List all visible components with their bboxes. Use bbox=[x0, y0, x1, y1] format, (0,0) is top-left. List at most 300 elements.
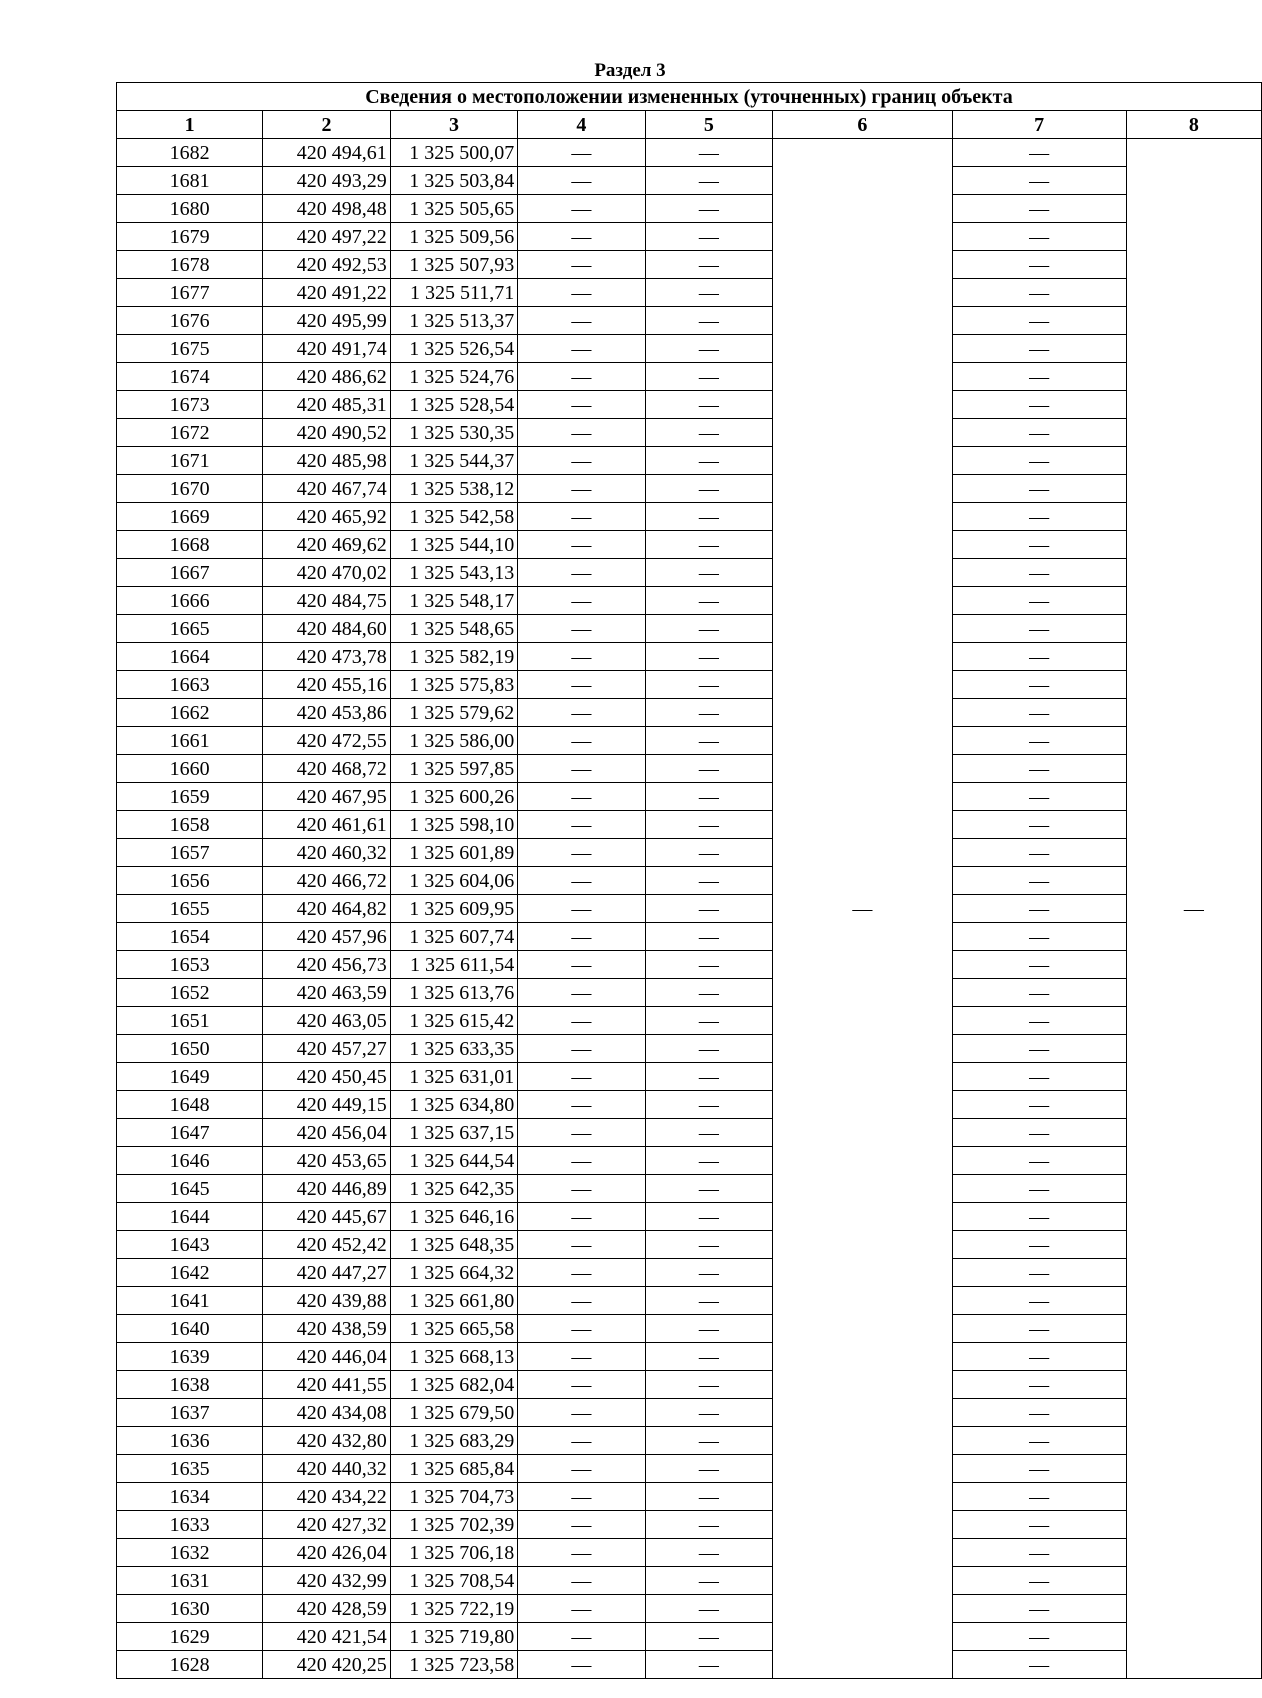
coordinate-x-cell: 420 445,67 bbox=[263, 1203, 390, 1231]
table-row bbox=[117, 279, 1262, 307]
column-4-cell: — bbox=[518, 1455, 645, 1483]
coordinate-y-cell: 1 325 528,54 bbox=[390, 391, 517, 419]
point-number-cell: 1669 bbox=[117, 503, 263, 531]
column-5-cell: — bbox=[645, 1455, 772, 1483]
table-row bbox=[117, 1427, 1262, 1455]
point-number-cell: 1647 bbox=[117, 1119, 263, 1147]
table-row bbox=[117, 587, 1262, 615]
column-7-cell: — bbox=[952, 363, 1126, 391]
column-7-cell: — bbox=[952, 979, 1126, 1007]
column-7-cell: — bbox=[952, 867, 1126, 895]
point-number-cell: 1678 bbox=[117, 251, 263, 279]
coordinate-y-cell: 1 325 685,84 bbox=[390, 1455, 517, 1483]
coordinate-x-cell: 420 449,15 bbox=[263, 1091, 390, 1119]
table-row bbox=[117, 559, 1262, 587]
column-5-cell: — bbox=[645, 559, 772, 587]
coordinate-y-cell: 1 325 503,84 bbox=[390, 167, 517, 195]
table-row bbox=[117, 783, 1262, 811]
column-4-cell: — bbox=[518, 1147, 645, 1175]
coordinate-y-cell: 1 325 543,13 bbox=[390, 559, 517, 587]
column-4-cell: — bbox=[518, 1483, 645, 1511]
column-7-cell: — bbox=[952, 1651, 1126, 1679]
column-5-cell: — bbox=[645, 587, 772, 615]
column-4-cell: — bbox=[518, 867, 645, 895]
coordinate-y-cell: 1 325 542,58 bbox=[390, 503, 517, 531]
column-5-cell: — bbox=[645, 251, 772, 279]
column-5-cell: — bbox=[645, 923, 772, 951]
point-number-cell: 1658 bbox=[117, 811, 263, 839]
coordinate-x-cell: 420 494,61 bbox=[263, 139, 390, 167]
table-row bbox=[117, 1287, 1262, 1315]
table-row bbox=[117, 531, 1262, 559]
coordinate-y-cell: 1 325 682,04 bbox=[390, 1371, 517, 1399]
column-5-cell: — bbox=[645, 615, 772, 643]
point-number-cell: 1672 bbox=[117, 419, 263, 447]
column-7-cell: — bbox=[952, 1203, 1126, 1231]
column-5-cell: — bbox=[645, 1035, 772, 1063]
table-row bbox=[117, 1371, 1262, 1399]
column-7-cell: — bbox=[952, 1399, 1126, 1427]
coordinate-y-cell: 1 325 633,35 bbox=[390, 1035, 517, 1063]
column-5-cell: — bbox=[645, 1007, 772, 1035]
column-4-cell: — bbox=[518, 979, 645, 1007]
column-4-cell: — bbox=[518, 615, 645, 643]
point-number-cell: 1664 bbox=[117, 643, 263, 671]
coordinate-x-cell: 420 441,55 bbox=[263, 1371, 390, 1399]
section-title: Раздел 3 bbox=[594, 60, 666, 81]
coordinate-y-cell: 1 325 513,37 bbox=[390, 307, 517, 335]
coordinate-y-cell: 1 325 722,19 bbox=[390, 1595, 517, 1623]
coordinate-y-cell: 1 325 637,15 bbox=[390, 1119, 517, 1147]
point-number-cell: 1674 bbox=[117, 363, 263, 391]
column-7-cell: — bbox=[952, 615, 1126, 643]
column-7-cell: — bbox=[952, 1119, 1126, 1147]
column-4-cell: — bbox=[518, 839, 645, 867]
coordinate-x-cell: 420 428,59 bbox=[263, 1595, 390, 1623]
column-5-cell: — bbox=[645, 1483, 772, 1511]
column-header-7: 7 bbox=[952, 111, 1126, 139]
column-4-cell: — bbox=[518, 279, 645, 307]
column-5-cell: — bbox=[645, 391, 772, 419]
column-5-cell: — bbox=[645, 839, 772, 867]
coordinate-x-cell: 420 466,72 bbox=[263, 867, 390, 895]
coordinate-y-cell: 1 325 723,58 bbox=[390, 1651, 517, 1679]
point-number-cell: 1676 bbox=[117, 307, 263, 335]
column-5-cell: — bbox=[645, 335, 772, 363]
column-7-cell: — bbox=[952, 895, 1126, 923]
coordinate-y-cell: 1 325 601,89 bbox=[390, 839, 517, 867]
coordinate-y-cell: 1 325 719,80 bbox=[390, 1623, 517, 1651]
coordinate-y-cell: 1 325 524,76 bbox=[390, 363, 517, 391]
column-header-8: 8 bbox=[1126, 111, 1261, 139]
coordinate-x-cell: 420 493,29 bbox=[263, 167, 390, 195]
table-row bbox=[117, 419, 1262, 447]
coordinate-y-cell: 1 325 511,71 bbox=[390, 279, 517, 307]
table-row bbox=[117, 447, 1262, 475]
coordinate-y-cell: 1 325 683,29 bbox=[390, 1427, 517, 1455]
coordinate-y-cell: 1 325 604,06 bbox=[390, 867, 517, 895]
column-7-cell: — bbox=[952, 475, 1126, 503]
coordinate-y-cell: 1 325 661,80 bbox=[390, 1287, 517, 1315]
column-4-cell: — bbox=[518, 1091, 645, 1119]
table-row bbox=[117, 1315, 1262, 1343]
column-5-cell: — bbox=[645, 951, 772, 979]
coordinate-x-cell: 420 421,54 bbox=[263, 1623, 390, 1651]
column-4-cell: — bbox=[518, 419, 645, 447]
column-5-cell: — bbox=[645, 1231, 772, 1259]
column-4-cell: — bbox=[518, 923, 645, 951]
coordinate-y-cell: 1 325 507,93 bbox=[390, 251, 517, 279]
column-header-5: 5 bbox=[645, 111, 772, 139]
column-5-cell: — bbox=[645, 307, 772, 335]
point-number-cell: 1650 bbox=[117, 1035, 263, 1063]
column-7-cell: — bbox=[952, 447, 1126, 475]
column-4-cell: — bbox=[518, 1203, 645, 1231]
point-number-cell: 1657 bbox=[117, 839, 263, 867]
column-4-cell: — bbox=[518, 783, 645, 811]
column-4-cell: — bbox=[518, 895, 645, 923]
column-7-cell: — bbox=[952, 559, 1126, 587]
coordinate-y-cell: 1 325 530,35 bbox=[390, 419, 517, 447]
column-5-cell: — bbox=[645, 811, 772, 839]
table-row bbox=[117, 1539, 1262, 1567]
table-row bbox=[117, 1595, 1262, 1623]
column-7-cell: — bbox=[952, 279, 1126, 307]
column-4-cell: — bbox=[518, 447, 645, 475]
column-7-cell: — bbox=[952, 811, 1126, 839]
table-row bbox=[117, 615, 1262, 643]
column-5-cell: — bbox=[645, 503, 772, 531]
coordinate-x-cell: 420 426,04 bbox=[263, 1539, 390, 1567]
table-row bbox=[117, 643, 1262, 671]
table-row bbox=[117, 1343, 1262, 1371]
table-row bbox=[117, 335, 1262, 363]
table-row bbox=[117, 503, 1262, 531]
column-5-cell: — bbox=[645, 1175, 772, 1203]
point-number-cell: 1671 bbox=[117, 447, 263, 475]
coordinate-x-cell: 420 498,48 bbox=[263, 195, 390, 223]
column-7-cell: — bbox=[952, 671, 1126, 699]
column-7-cell: — bbox=[952, 1539, 1126, 1567]
point-number-cell: 1638 bbox=[117, 1371, 263, 1399]
column-5-cell: — bbox=[645, 167, 772, 195]
coordinate-x-cell: 420 464,82 bbox=[263, 895, 390, 923]
column-5-cell: — bbox=[645, 447, 772, 475]
coordinate-x-cell: 420 452,42 bbox=[263, 1231, 390, 1259]
column-4-cell: — bbox=[518, 699, 645, 727]
column-7-cell: — bbox=[952, 755, 1126, 783]
point-number-cell: 1635 bbox=[117, 1455, 263, 1483]
point-number-cell: 1637 bbox=[117, 1399, 263, 1427]
point-number-cell: 1646 bbox=[117, 1147, 263, 1175]
column-4-cell: — bbox=[518, 503, 645, 531]
point-number-cell: 1656 bbox=[117, 867, 263, 895]
column-4-cell: — bbox=[518, 1511, 645, 1539]
point-number-cell: 1675 bbox=[117, 335, 263, 363]
point-number-cell: 1667 bbox=[117, 559, 263, 587]
table-row bbox=[117, 1147, 1262, 1175]
point-number-cell: 1673 bbox=[117, 391, 263, 419]
column-5-cell: — bbox=[645, 1539, 772, 1567]
coordinate-x-cell: 420 450,45 bbox=[263, 1063, 390, 1091]
column-7-cell: — bbox=[952, 727, 1126, 755]
column-5-cell: — bbox=[645, 895, 772, 923]
coordinate-x-cell: 420 484,75 bbox=[263, 587, 390, 615]
column-5-cell: — bbox=[645, 783, 772, 811]
column-4-cell: — bbox=[518, 1315, 645, 1343]
column-5-cell: — bbox=[645, 1567, 772, 1595]
column-7-cell: — bbox=[952, 1427, 1126, 1455]
coordinate-y-cell: 1 325 706,18 bbox=[390, 1539, 517, 1567]
coordinate-x-cell: 420 453,65 bbox=[263, 1147, 390, 1175]
point-number-cell: 1630 bbox=[117, 1595, 263, 1623]
column-4-cell: — bbox=[518, 1175, 645, 1203]
boundary-coordinates-table bbox=[116, 82, 1262, 1679]
column-7-cell: — bbox=[952, 1315, 1126, 1343]
coordinate-y-cell: 1 325 597,85 bbox=[390, 755, 517, 783]
coordinate-y-cell: 1 325 644,54 bbox=[390, 1147, 517, 1175]
coordinate-y-cell: 1 325 544,37 bbox=[390, 447, 517, 475]
column-5-cell: — bbox=[645, 699, 772, 727]
column-7-cell: — bbox=[952, 1231, 1126, 1259]
table-row bbox=[117, 727, 1262, 755]
point-number-cell: 1663 bbox=[117, 671, 263, 699]
point-number-cell: 1660 bbox=[117, 755, 263, 783]
column-7-cell: — bbox=[952, 335, 1126, 363]
column-7-cell: — bbox=[952, 1567, 1126, 1595]
column-7-cell: — bbox=[952, 1063, 1126, 1091]
column-4-cell: — bbox=[518, 755, 645, 783]
column-header-4: 4 bbox=[518, 111, 645, 139]
column-5-cell: — bbox=[645, 727, 772, 755]
column-5-cell: — bbox=[645, 1371, 772, 1399]
column-7-cell: — bbox=[952, 1623, 1126, 1651]
point-number-cell: 1681 bbox=[117, 167, 263, 195]
column-4-cell: — bbox=[518, 475, 645, 503]
column-5-cell: — bbox=[645, 1287, 772, 1315]
column-5-cell: — bbox=[645, 979, 772, 1007]
point-number-cell: 1652 bbox=[117, 979, 263, 1007]
column-7-cell: — bbox=[952, 1147, 1126, 1175]
coordinate-y-cell: 1 325 582,19 bbox=[390, 643, 517, 671]
column-7-cell: — bbox=[952, 1091, 1126, 1119]
point-number-cell: 1644 bbox=[117, 1203, 263, 1231]
coordinate-x-cell: 420 495,99 bbox=[263, 307, 390, 335]
column-5-cell: — bbox=[645, 867, 772, 895]
coordinate-y-cell: 1 325 664,32 bbox=[390, 1259, 517, 1287]
table-row bbox=[117, 1651, 1262, 1679]
table-row bbox=[117, 755, 1262, 783]
table-row bbox=[117, 307, 1262, 335]
column-7-cell: — bbox=[952, 1483, 1126, 1511]
point-number-cell: 1661 bbox=[117, 727, 263, 755]
coordinate-y-cell: 1 325 611,54 bbox=[390, 951, 517, 979]
column-header-1: 1 bbox=[117, 111, 263, 139]
coordinate-x-cell: 420 460,32 bbox=[263, 839, 390, 867]
point-number-cell: 1662 bbox=[117, 699, 263, 727]
coordinate-y-cell: 1 325 548,65 bbox=[390, 615, 517, 643]
coordinate-y-cell: 1 325 538,12 bbox=[390, 475, 517, 503]
table-row bbox=[117, 1399, 1262, 1427]
table-row bbox=[117, 867, 1262, 895]
column-4-cell: — bbox=[518, 335, 645, 363]
column-4-cell: — bbox=[518, 223, 645, 251]
coordinate-x-cell: 420 465,92 bbox=[263, 503, 390, 531]
coordinate-x-cell: 420 457,27 bbox=[263, 1035, 390, 1063]
point-number-cell: 1680 bbox=[117, 195, 263, 223]
coordinate-x-cell: 420 491,22 bbox=[263, 279, 390, 307]
column-7-cell: — bbox=[952, 1287, 1126, 1315]
point-number-cell: 1643 bbox=[117, 1231, 263, 1259]
column-5-cell: — bbox=[645, 363, 772, 391]
column-4-cell: — bbox=[518, 1063, 645, 1091]
column-7-cell: — bbox=[952, 1371, 1126, 1399]
point-number-cell: 1653 bbox=[117, 951, 263, 979]
point-number-cell: 1649 bbox=[117, 1063, 263, 1091]
coordinate-x-cell: 420 446,04 bbox=[263, 1343, 390, 1371]
column-4-cell: — bbox=[518, 1007, 645, 1035]
column-4-cell: — bbox=[518, 167, 645, 195]
column-7-cell: — bbox=[952, 1259, 1126, 1287]
column-7-cell: — bbox=[952, 1007, 1126, 1035]
column-5-cell: — bbox=[645, 1259, 772, 1287]
table-row bbox=[117, 839, 1262, 867]
coordinate-y-cell: 1 325 509,56 bbox=[390, 223, 517, 251]
column-5-cell: — bbox=[645, 1119, 772, 1147]
table-row bbox=[117, 1623, 1262, 1651]
coordinate-x-cell: 420 490,52 bbox=[263, 419, 390, 447]
column-4-cell: — bbox=[518, 391, 645, 419]
point-number-cell: 1639 bbox=[117, 1343, 263, 1371]
column-5-cell: — bbox=[645, 1651, 772, 1679]
column-5-cell: — bbox=[645, 223, 772, 251]
column-4-cell: — bbox=[518, 1035, 645, 1063]
column-7-cell: — bbox=[952, 419, 1126, 447]
coordinate-x-cell: 420 457,96 bbox=[263, 923, 390, 951]
coordinate-x-cell: 420 456,73 bbox=[263, 951, 390, 979]
column-7-cell: — bbox=[952, 699, 1126, 727]
coordinate-x-cell: 420 472,55 bbox=[263, 727, 390, 755]
coordinate-x-cell: 420 456,04 bbox=[263, 1119, 390, 1147]
coordinate-x-cell: 420 468,72 bbox=[263, 755, 390, 783]
coordinate-y-cell: 1 325 600,26 bbox=[390, 783, 517, 811]
column-4-cell: — bbox=[518, 1231, 645, 1259]
table-row bbox=[117, 139, 1262, 167]
table-row bbox=[117, 475, 1262, 503]
column-7-cell: — bbox=[952, 503, 1126, 531]
point-number-cell: 1679 bbox=[117, 223, 263, 251]
column-4-cell: — bbox=[518, 1287, 645, 1315]
column-7-cell: — bbox=[952, 195, 1126, 223]
column-7-cell: — bbox=[952, 783, 1126, 811]
coordinate-x-cell: 420 438,59 bbox=[263, 1315, 390, 1343]
coordinate-y-cell: 1 325 607,74 bbox=[390, 923, 517, 951]
column-5-cell: — bbox=[645, 1147, 772, 1175]
point-number-cell: 1632 bbox=[117, 1539, 263, 1567]
column-4-cell: — bbox=[518, 363, 645, 391]
column-5-cell: — bbox=[645, 755, 772, 783]
coordinate-y-cell: 1 325 646,16 bbox=[390, 1203, 517, 1231]
column-5-cell: — bbox=[645, 279, 772, 307]
table-row bbox=[117, 811, 1262, 839]
column-4-cell: — bbox=[518, 671, 645, 699]
coordinate-y-cell: 1 325 708,54 bbox=[390, 1567, 517, 1595]
column-5-cell: — bbox=[645, 475, 772, 503]
table-row bbox=[117, 671, 1262, 699]
table-row bbox=[117, 223, 1262, 251]
coordinate-x-cell: 420 492,53 bbox=[263, 251, 390, 279]
table-row bbox=[117, 1567, 1262, 1595]
coordinate-y-cell: 1 325 526,54 bbox=[390, 335, 517, 363]
column-7-cell: — bbox=[952, 923, 1126, 951]
coordinate-y-cell: 1 325 704,73 bbox=[390, 1483, 517, 1511]
coordinate-x-cell: 420 463,05 bbox=[263, 1007, 390, 1035]
coordinate-y-cell: 1 325 648,35 bbox=[390, 1231, 517, 1259]
point-number-cell: 1634 bbox=[117, 1483, 263, 1511]
coordinate-y-cell: 1 325 613,76 bbox=[390, 979, 517, 1007]
column-7-cell: — bbox=[952, 307, 1126, 335]
table-body bbox=[117, 139, 1262, 1679]
coordinate-y-cell: 1 325 634,80 bbox=[390, 1091, 517, 1119]
column-5-cell: — bbox=[645, 1511, 772, 1539]
table-row bbox=[117, 1063, 1262, 1091]
column-7-cell: — bbox=[952, 1035, 1126, 1063]
table-row bbox=[117, 391, 1262, 419]
coordinate-x-cell: 420 432,99 bbox=[263, 1567, 390, 1595]
coordinate-y-cell: 1 325 609,95 bbox=[390, 895, 517, 923]
column-header-2: 2 bbox=[263, 111, 390, 139]
coordinate-x-cell: 420 491,74 bbox=[263, 335, 390, 363]
table-row bbox=[117, 1203, 1262, 1231]
point-number-cell: 1636 bbox=[117, 1427, 263, 1455]
table-row bbox=[117, 1455, 1262, 1483]
column-4-cell: — bbox=[518, 1651, 645, 1679]
table-row bbox=[117, 1035, 1262, 1063]
column-4-cell: — bbox=[518, 1623, 645, 1651]
coordinate-y-cell: 1 325 548,17 bbox=[390, 587, 517, 615]
column-header-3: 3 bbox=[390, 111, 517, 139]
coordinate-x-cell: 420 439,88 bbox=[263, 1287, 390, 1315]
point-number-cell: 1651 bbox=[117, 1007, 263, 1035]
column-5-cell: — bbox=[645, 1063, 772, 1091]
column-5-cell: — bbox=[645, 419, 772, 447]
column-7-cell: — bbox=[952, 587, 1126, 615]
point-number-cell: 1665 bbox=[117, 615, 263, 643]
point-number-cell: 1648 bbox=[117, 1091, 263, 1119]
column-7-cell: — bbox=[952, 1175, 1126, 1203]
table-row bbox=[117, 1511, 1262, 1539]
table-row bbox=[117, 979, 1262, 1007]
point-number-cell: 1655 bbox=[117, 895, 263, 923]
table-caption: Сведения о местоположении измененных (уточненных) границ объекта bbox=[117, 83, 1262, 111]
column-5-cell: — bbox=[645, 643, 772, 671]
point-number-cell: 1654 bbox=[117, 923, 263, 951]
column-7-cell: — bbox=[952, 839, 1126, 867]
coordinate-y-cell: 1 325 575,83 bbox=[390, 671, 517, 699]
coordinate-x-cell: 420 486,62 bbox=[263, 363, 390, 391]
column-7-cell: — bbox=[952, 223, 1126, 251]
table-row bbox=[117, 167, 1262, 195]
column-4-cell: — bbox=[518, 531, 645, 559]
column-7-cell: — bbox=[952, 1343, 1126, 1371]
coordinate-x-cell: 420 467,95 bbox=[263, 783, 390, 811]
column-7-cell: — bbox=[952, 1455, 1126, 1483]
column-7-cell: — bbox=[952, 1595, 1126, 1623]
column-5-cell: — bbox=[645, 195, 772, 223]
column-4-cell: — bbox=[518, 559, 645, 587]
coordinate-y-cell: 1 325 631,01 bbox=[390, 1063, 517, 1091]
column-5-cell: — bbox=[645, 1595, 772, 1623]
